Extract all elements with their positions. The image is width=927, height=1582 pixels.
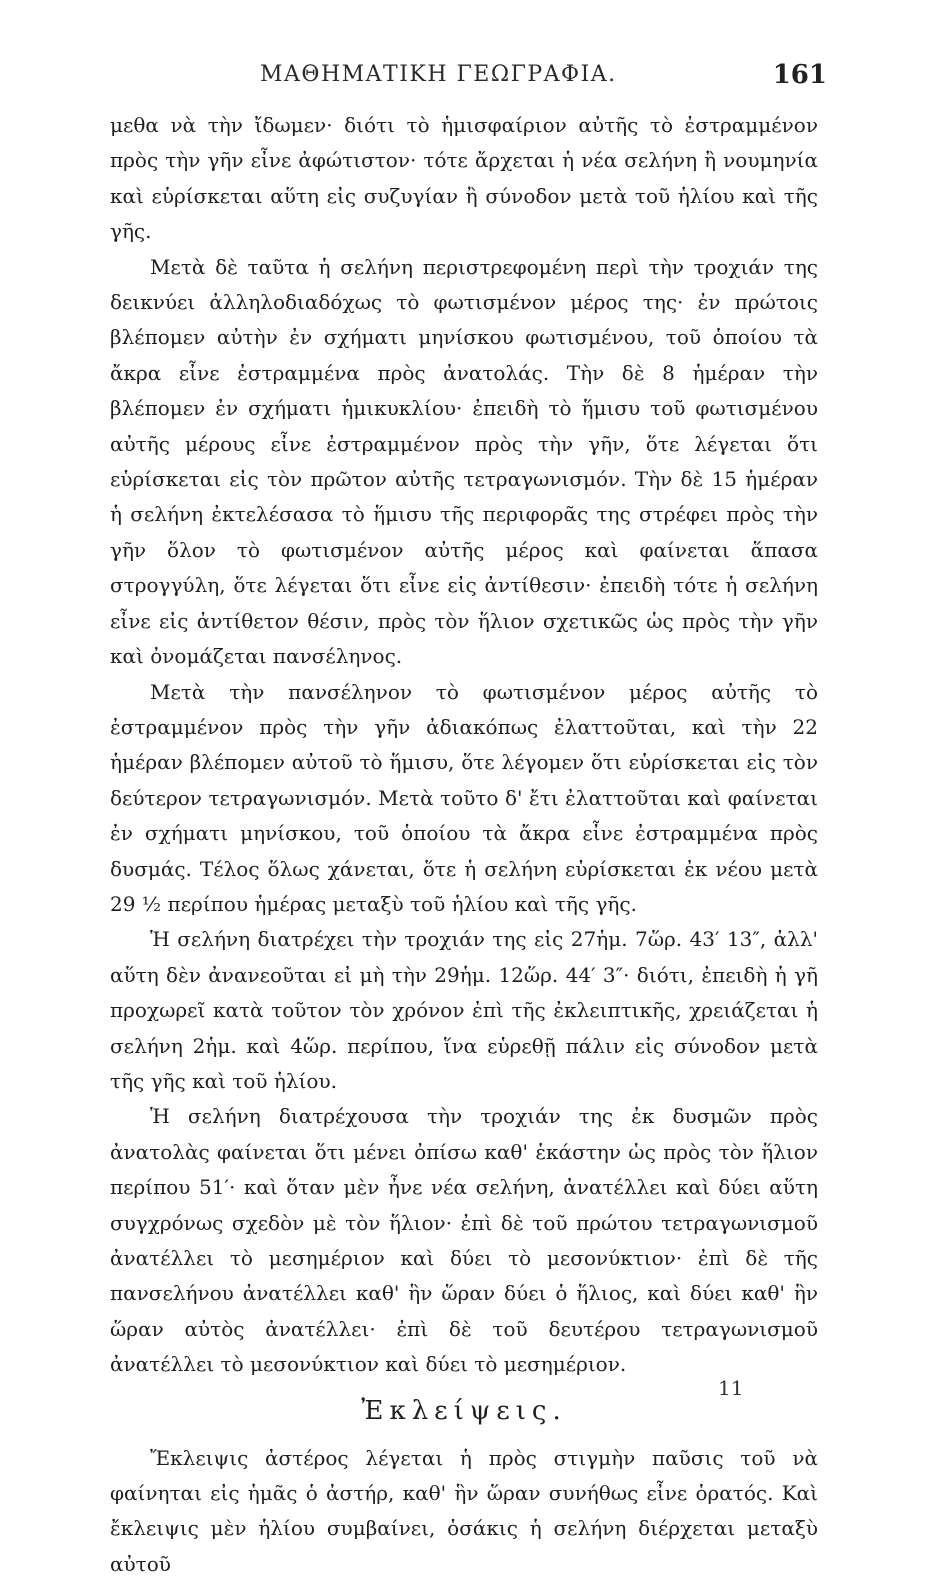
paragraph-1: μεθα νὰ τὴν ἴδωμεν· διότι τὸ ἡμισφαίριον αὐτῆς τὸ ἐστραμμένον πρὸς τὴν γῆν εἶνε ἀφώτιστον· τότε ἄρχεται ἡ νέα σελήνη ἢ νουμηνία καὶ εὑρίσκεται αὕτη εἰς συζυγίαν ἢ σύνοδον μετὰ τοῦ ἡλίου καὶ τῆς γῆς. (110, 113, 818, 244)
paragraph-6: Ἔκλειψις ἀστέρος λέγεται ἡ πρὸς στιγμὴν παῦσις τοῦ νὰ φαίνηται εἰς ἡμᾶς ὁ ἀστήρ, καθ' ἣν ὥραν συνήθως εἶνε ὁρατός. Καὶ ἔκλειψις μὲν ἡλίου συμβαίνει, ὁσάκις ἡ σελήνη διέρχεται μεταξὺ αὐτοῦ (110, 1445, 818, 1576)
signature-mark: 11 (718, 1376, 744, 1400)
paragraph-5: Ἡ σελήνη διατρέχουσα τὴν τροχιάν της ἐκ δυσμῶν πρὸς ἀνατολὰς φαίνεται ὅτι μένει ὀπίσω καθ' ἑκάστην ὡς πρὸς τὸν ἥλιον περίπου 51′· καὶ ὅταν μὲν ἦνε νέα σελήνη, ἀνατέλλει καὶ δύει αὕτη συγχρόνως σχεδὸν μὲ τὸν ἥλιον· ἐπὶ δὲ τοῦ πρώτου τετραγωνισμοῦ ἀνατέλλει τὸ μεσημέριον καὶ δύει τὸ μεσονύκτιον· ἐπὶ δὲ τῆς πανσελήνου ἀνατέλλει καθ' ἣν ὥραν δύει ὁ ἥλιος, καὶ δύει καθ' ἣν ὥραν αὐτὸς ἀνατέλλει· ἐπὶ δὲ τοῦ δευτέρου τετραγωνισμοῦ ἀνατέλλει τὸ μεσονύκτιον καὶ δύει τὸ μεσημέριον. (110, 1104, 818, 1377)
paragraph-2: Μετὰ δὲ ταῦτα ἡ σελήνη περιστρεφομένη περὶ τὴν τροχιάν της δεικνύει ἀλληλοδιαδόχως τὸ φωτισμένον μέρος της· ἐν πρώτοις βλέπομεν αὐτὴν ἐν σχήματι μηνίσκου φωτισμένου, τοῦ ὁποίου τὰ ἄκρα εἶνε ἐστραμμένα πρὸς ἀνατολάς. Τὴν δὲ 8 ἡμέραν τὴν βλέπομεν ἐν σχήματι ἡμικυκλίου· ἐπειδὴ τὸ ἥμισυ τοῦ φωτισμένου αὐτῆς μέρους εἶνε ἐστραμμένον πρὸς τὴν γῆν, ὅτε λέγεται ὅτι εὑρίσκεται εἰς τὸν πρῶτον αὐτῆς τετραγωνισμόν. Τὴν δὲ 15 ἡμέραν ἡ σελήνη ἐκτελέσασα τὸ ἥμισυ τῆς περιφορᾶς της στρέφει πρὸς τὴν γῆν ὅλον τὸ φωτισμένον αὐτῆς μέρος καὶ φαίνεται ἅπασα στρογγύλη, ὅτε λέγεται ὅτι εἶνε εἰς ἀντίθεσιν· ἐπειδὴ τότε ἡ σελήνη εἶνε εἰς ἀντίθετον θέσιν, πρὸς τὸν ἥλιον σχετικῶς ὡς πρὸς τὴν γῆν καὶ ὀνομάζεται πανσέληνος. (110, 254, 818, 669)
running-head: ΜΑΘΗΜΑΤΙΚΗ ΓΕΩΓΡΑΦΙΑ. (260, 62, 617, 87)
paragraph-3: Μετὰ τὴν πανσέληνον τὸ φωτισμένον μέρος αὐτῆς τὸ ἐστραμμένον πρὸς τὴν γῆν ἀδιακόπως ἐλαττοῦται, καὶ τὴν 22 ἡμέραν βλέπομεν αὐτοῦ τὸ ἥμισυ, ὅτε λέγομεν ὅτι εὑρίσκεται εἰς τὸν δεύτερον τετραγωνισμόν. Μετὰ τοῦτο δ' ἔτι ἐλαττοῦται καὶ φαίνεται ἐν σχήματι μηνίσκου, τοῦ ὁποίου τὰ ἄκρα εἶνε ἐστραμμένα πρὸς δυσμάς. Τέλος ὅλως χάνεται, ὅτε ἡ σελήνη εὑρίσκεται ἐκ νέου μετὰ 29 ½ περίπου ἡμέρας μεταξὺ τοῦ ἡλίου καὶ τῆς γῆς. (110, 679, 818, 916)
paragraph-4: Ἡ σελήνη διατρέχει τὴν τροχιάν της εἰς 27ἡμ. 7ὥρ. 43′ 13″, ἀλλ' αὕτη δὲν ἀνανεοῦται εἰ μὴ τὴν 29ἡμ. 12ὥρ. 44′ 3″· διότι, ἐπειδὴ ἡ γῆ προχωρεῖ κατὰ τοῦτον τὸν χρόνον ἐπὶ τῆς ἐκλειπτικῆς, χρειάζεται ἡ σελήνη 2ἡμ. καὶ 4ὥρ. περίπου, ἵνα εὑρεθῇ πάλιν εἰς σύνοδον μετὰ τῆς γῆς καὶ τοῦ ἡλίου. (110, 927, 818, 1093)
section-heading: Ἐκλείψεις. (361, 1395, 567, 1426)
body-text (110, 108, 818, 1582)
page-header (120, 62, 827, 102)
page-number: 161 (772, 60, 827, 90)
